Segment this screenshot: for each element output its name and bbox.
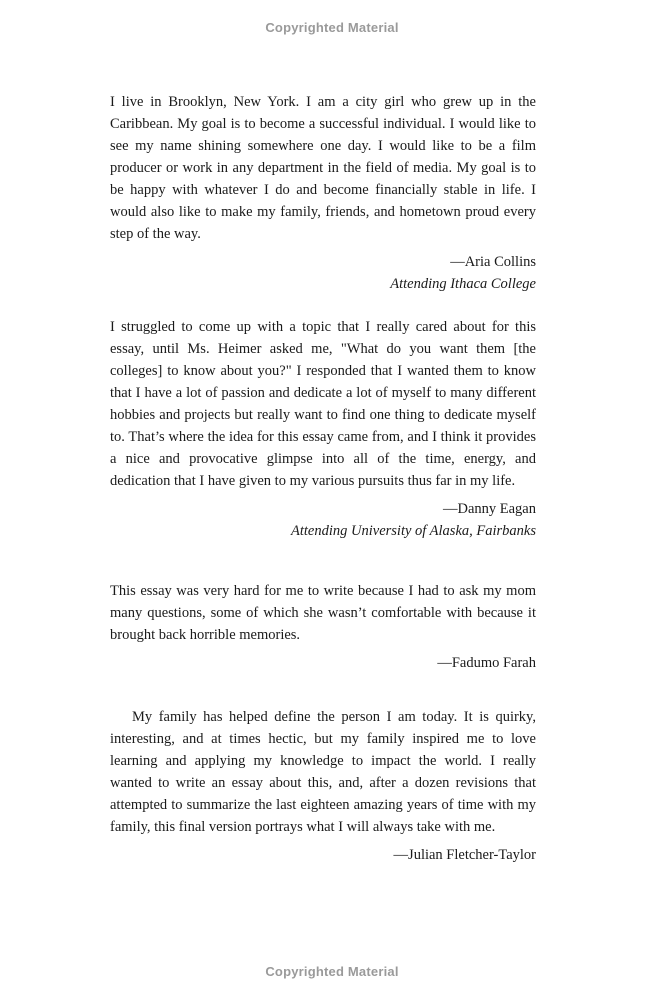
signature-block [110, 652, 536, 674]
note-text: I live in Brooklyn, New York. I am a city girl who grew up in the Caribbean. My goal is to become a successful individual. I would like to see my name shining somewhere one day. I would like to be a film producer or work in any department in the field of media. My goal is to be happy with whatever I do and become financially stable in life. I would also like to make my family, friends, and hometown proud every step of the way. [110, 94, 536, 242]
signature-block [110, 251, 536, 295]
note-text: This essay was very hard for me to write because I had to ask my mom many questions, some of which she wasn’t comfortable with because it brought back horrible memories. [110, 583, 536, 643]
author-affiliation: Attending University of Alaska, Fairbanks [291, 523, 536, 539]
essay-note-4 [110, 706, 536, 866]
signature-block [110, 498, 536, 542]
copyright-watermark-bottom: Copyrighted Material [265, 964, 399, 979]
signature-block [110, 844, 536, 866]
copyright-watermark-top: Copyrighted Material [265, 20, 399, 35]
author-name: —Danny Eagan [442, 501, 536, 517]
essay-note-2 [110, 316, 536, 542]
author-name: —Fadumo Farah [437, 655, 536, 671]
essay-note-1 [110, 91, 536, 295]
essay-note-3 [110, 580, 536, 674]
author-affiliation: Attending Ithaca College [390, 276, 536, 292]
author-name: —Julian Fletcher-Taylor [393, 847, 536, 863]
note-text: My family has helped define the person I am today. It is quirky, interesting, and at times hectic, but my family inspired me to love learning and applying my knowledge to impact the world. I really wanted to write an essay about this, and, after a dozen revisions that attempted to summarize the last eighteen amazing years of time with my family, this final version portrays what I will always take with me. [110, 709, 536, 835]
note-text: I struggled to come up with a topic that I really cared about for this essay, until Ms. Heimer asked me, "What do you want them [the colleges] to know about you?" I responded that I wanted them to know that I have a lot of passion and dedicate a lot of myself to many different hobbies and projects but really want to find one thing to dedicate myself to. That’s where the idea for this essay came from, and I think it provides a nice and provocative glimpse into all of the time, energy, and dedication that I have given to my various pursuits thus far in my life. [110, 319, 536, 489]
author-name: —Aria Collins [450, 254, 536, 270]
